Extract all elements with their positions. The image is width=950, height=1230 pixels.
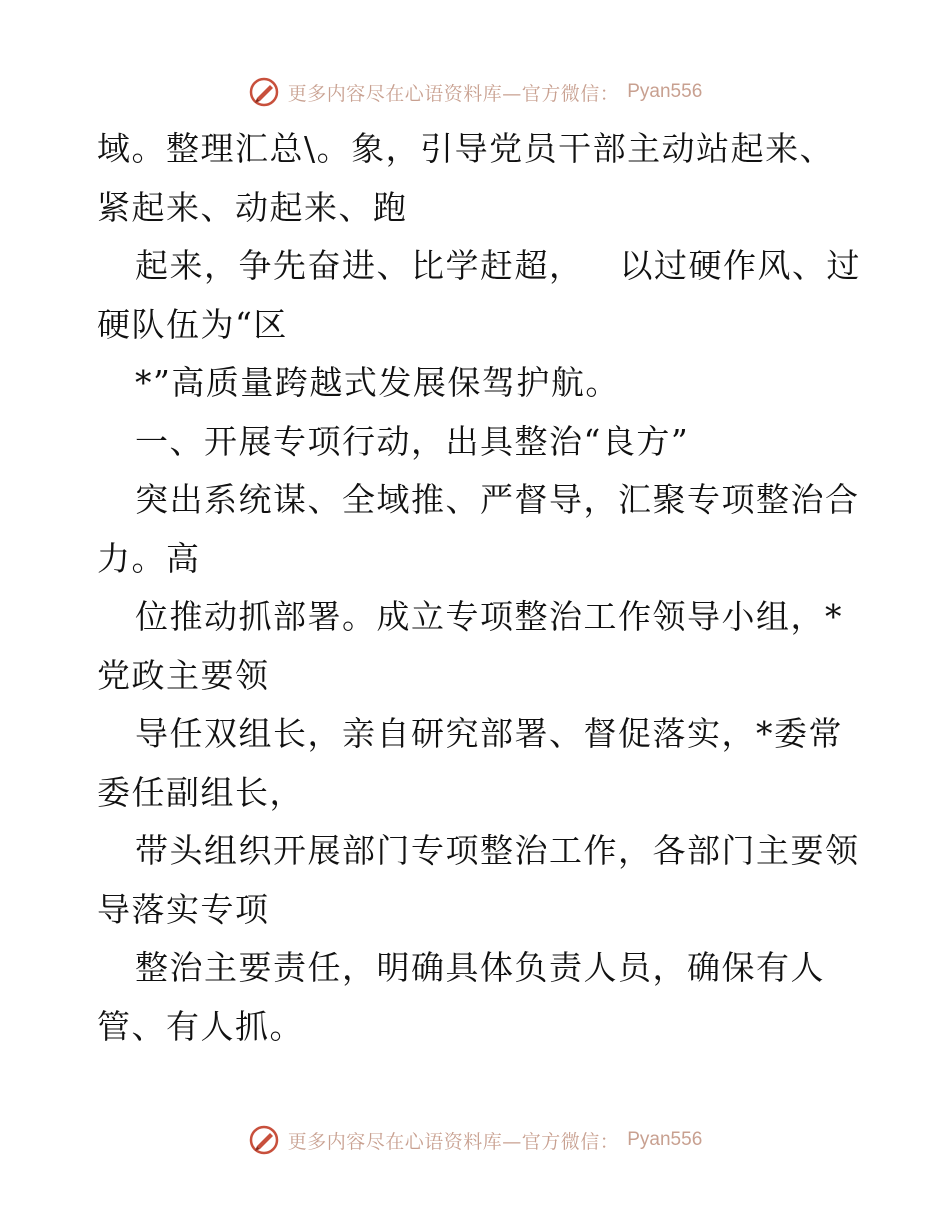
watermark-wechat-id: Pyan556 xyxy=(627,1129,703,1150)
body-line: 力。高 xyxy=(97,538,201,578)
body-line: 导任双组长，亲自研究部署、督促落实，*委常 xyxy=(135,714,843,753)
body-line: 硬队伍为“区 xyxy=(97,304,288,344)
watermark-text: 更多内容尽在心语资料库—官方微信： xyxy=(287,1130,620,1153)
body-line: *”高质量跨越式发展保驾护航。 xyxy=(135,363,620,402)
body-line: 党政主要领 xyxy=(97,655,270,695)
body-line: 带头组织开展部门专项整治工作，各部门主要领 xyxy=(135,831,860,870)
section-heading: 一、开展专项行动，出具整治“良方” xyxy=(135,421,690,461)
header-watermark xyxy=(0,72,950,112)
body-line: 导落实专项 xyxy=(97,889,270,929)
body-line: 紧起来、动起来、跑 xyxy=(97,187,408,227)
body-line: 域。整理汇总\。象，引导党员干部主动站起来、 xyxy=(97,129,835,168)
body-line: 管、有人抓。 xyxy=(97,1006,304,1046)
document-body xyxy=(97,120,867,1056)
footer-watermark xyxy=(0,1120,950,1160)
body-line: 委任副组长， xyxy=(97,772,304,812)
body-line: 位推动抓部署。成立专项整治工作领导小组，* xyxy=(135,597,843,636)
watermark-logo-icon xyxy=(248,1124,280,1156)
body-line: 突出系统谋、全域推、严督导，汇聚专项整治合 xyxy=(135,480,860,519)
body-line: 整治主要责任，明确具体负责人员，确保有人 xyxy=(135,948,825,987)
watermark-wechat-id: Pyan556 xyxy=(627,81,703,102)
watermark-logo-icon xyxy=(248,76,280,108)
body-line: 起来，争先奋进、比学赶超， 以过硬作风、过 xyxy=(135,246,861,285)
watermark-text: 更多内容尽在心语资料库—官方微信： xyxy=(287,82,620,105)
